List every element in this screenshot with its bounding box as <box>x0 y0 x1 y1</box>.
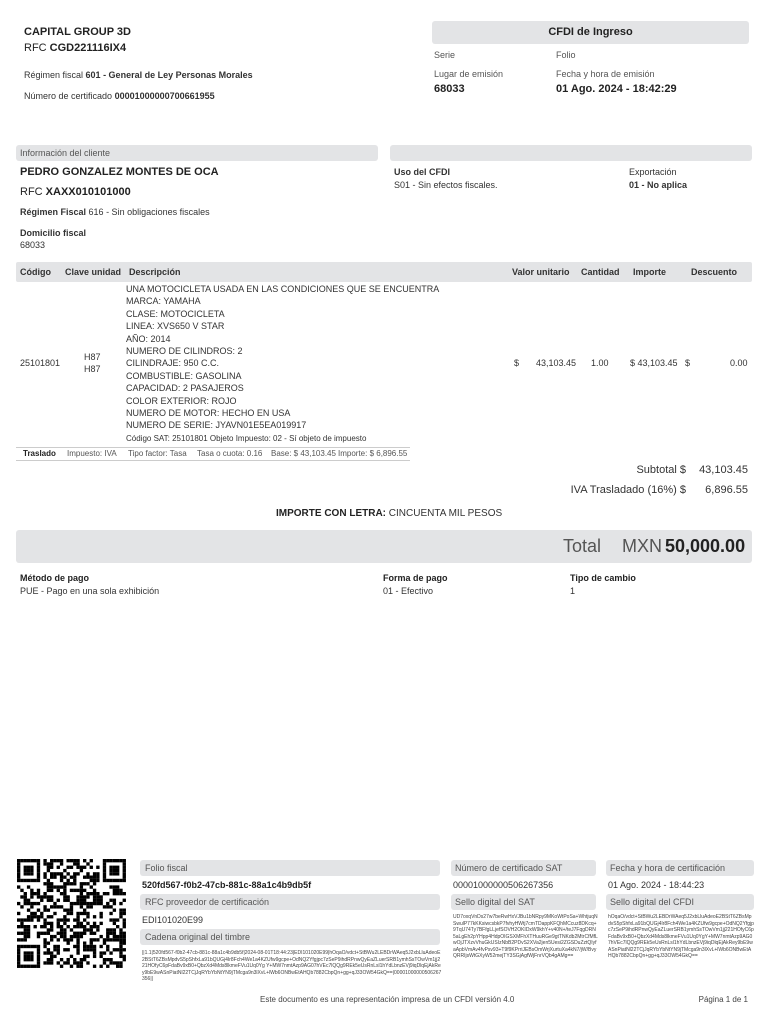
cadena-label: Cadena original del timbre <box>145 932 251 942</box>
traslado-importe: Importe: $ 6,896.55 <box>338 449 408 458</box>
client-right-bar <box>390 145 752 161</box>
traslado-label: Traslado <box>23 449 56 458</box>
cfdi-lugar-label: Lugar de emisión <box>434 69 504 79</box>
client-rfc <box>20 186 131 198</box>
qr-code <box>16 857 128 975</box>
sello-sat-label: Sello digital del SAT <box>455 897 535 907</box>
traslado-tipo: Tipo factor: Tasa <box>128 449 187 458</box>
table-row <box>16 282 752 446</box>
issuer-rfc-value: CGD221116IX4 <box>49 42 127 54</box>
sello-cfdi-value: hOqaO/vdct+StBWu2LEBDrWAeq5J2xbLluAdeoE2BStT6ZBsMpdvS5pShfxLa91bQUGj4Ir8Fch4We1a4KZUfw9gcpe+OdNQ2Yfgjpc7zSeP9ihdRPnwQyEaZLuerSRB1ymhSsTOwVm1jj221HOfyC6pFdaBv9xB0+QbzXd4Mds8lkmeFVu1Uq0YgY+MW7nmtAzp9AG07hVEc7lQQg9REk5eUsRnLsl1hYdLbnzEVj9iqDlqEjAkRey9bE9wASnPiatNl22TCjJqRYbYbNtYN9jTMcga9n3lXvL+lWb6ONBwEtAHQb7882CbpQn+gg+qJ33OW54GkQ== <box>608 914 754 959</box>
issuer-rfc-label: RFC <box>24 42 47 54</box>
fecha-cert-value: 01 Ago. 2024 - 18:44:23 <box>608 880 705 890</box>
issuer-regimen-label: Régimen fiscal <box>24 70 84 80</box>
total-label: Total <box>563 536 602 556</box>
row-importe: $ 43,103.45 <box>630 358 678 368</box>
footer-note: Este documento es una representación impresa de un CFDI versión 4.0 <box>260 995 515 1004</box>
desc-line: UNA MOTOCICLETA USADA EN LAS CONDICIONES QUE SE ENCUENTRA <box>126 284 440 294</box>
client-uso-label: Uso del CFDI <box>394 167 451 177</box>
col-header-descripcion: Descripción <box>129 267 181 277</box>
cfdi-serie-label: Serie <box>434 50 456 60</box>
col-header-importe: Importe <box>633 267 667 277</box>
row-currency-1: $ <box>514 358 520 368</box>
desc-line: COLOR EXTERIOR: ROJO <box>126 395 237 406</box>
total-currency: MXN <box>622 536 662 556</box>
row-description <box>126 284 506 444</box>
desc-line: CILINDRAJE: 950 C.C. <box>126 358 220 369</box>
fecha-cert-bar <box>606 860 754 876</box>
client-rfc-label: RFC <box>20 186 43 198</box>
rfc-prov-value: EDI101020E99 <box>142 915 204 925</box>
cfdi-title-bar <box>432 21 749 44</box>
row-quantity: 1.00 <box>591 358 609 368</box>
row-unit-2: H87 <box>84 364 101 374</box>
subtotal-label: Subtotal $ <box>636 464 686 476</box>
client-domicilio-value: 68033 <box>20 240 46 250</box>
client-name: PEDRO GONZALEZ MONTES DE OCA <box>20 166 219 178</box>
col-header-descuento: Descuento <box>691 267 738 277</box>
cfdi-folio-label: Folio <box>556 50 576 60</box>
cadena-bar <box>140 929 440 945</box>
desc-line: NUMERO DE MOTOR: HECHO EN USA <box>126 408 291 418</box>
issuer-regimen-value: 601 - General de Ley Personas Morales <box>85 70 253 80</box>
col-header-cantidad: Cantidad <box>581 267 620 277</box>
desc-line: NUMERO DE SERIE: JYAVN01E5EA019917 <box>126 420 307 431</box>
issuer-rfc <box>24 42 126 54</box>
client-export-value: 01 - No aplica <box>629 180 688 190</box>
fecha-cert-label: Fecha y hora de certificación <box>610 863 726 873</box>
metodo-label: Método de pago <box>20 573 89 583</box>
client-section-bar <box>16 145 378 161</box>
issuer-cert <box>24 91 215 101</box>
folio-value: 520fd567-f0b2-47cb-881c-88a1c4b9db5f <box>142 880 312 890</box>
rfc-prov-bar <box>140 894 440 910</box>
issuer-name: CAPITAL GROUP 3D <box>24 26 131 38</box>
row-unit-1: H87 <box>84 352 101 362</box>
sello-cfdi-label: Sello digital del CFDI <box>610 897 695 907</box>
desc-line: CAPACIDAD: 2 PASAJEROS <box>126 383 244 394</box>
desc-line: CLASE: MOTOCICLETA <box>126 308 225 319</box>
qr-graphic <box>16 857 128 975</box>
rfc-prov-label: RFC proveedor de certificación <box>145 897 270 907</box>
cambio-value: 1 <box>570 586 576 596</box>
total-bar <box>16 530 752 563</box>
cert-sat-bar <box>451 860 596 876</box>
issuer-cert-label: Número de certificado <box>24 91 113 101</box>
col-header-valor-unitario: Valor unitario <box>512 267 570 277</box>
cfdi-lugar-value: 68033 <box>434 83 465 95</box>
traslado-base: Base: $ 43,103.45 <box>271 449 336 458</box>
iva-value: 6,896.55 <box>705 484 748 496</box>
desc-line: NUMERO DE CILINDROS: 2 <box>126 346 243 356</box>
row-code: 25101801 <box>20 358 61 368</box>
col-header-codigo: Código <box>20 267 51 277</box>
cambio-label: Tipo de cambio <box>570 573 636 583</box>
desc-line: AÑO: 2014 <box>126 333 171 344</box>
client-section-label: Información del cliente <box>20 148 111 158</box>
items-header-bar <box>16 262 752 282</box>
cfdi-fecha-value: 01 Ago. 2024 - 18:42:29 <box>556 83 677 95</box>
cadena-value: ||1.1|520fd567-f0b2-47cb-881c-88a1c4b9db5f|2024-08-01T18:44:23|EDI101020E99|hOqaO/vdct+StBWu2LEBDrWAeq5J2xbLluAdeoE2BStT6ZBsMpdvS5pShfxLa91bQUGj4Ir8Fch4We1a4KZUfw9gcpe+OdNQ2Yfgjpc7zSeP9ihdRPnwQyEaZLuerSRB1ymhSsTOwVm1jj221HOfyC6pFdaBv9xB0+QbzXd4Mds8lkmeFVu1Uq0Yg Y+MW7nmtAzp9AG07hVEc7lQQg9REk5eUsRnLsl1hYdLbnzEVj9iqDlqEjAkRey9bE9wASnPiatNl22TCjJqRYbYbNtYN9jTMcga9n3lXvL+lWb6ONBwEtAHQb7882CbpQn+gg+qJ33OW54GkQ==|00001000000506267356|| <box>142 950 442 982</box>
client-domicilio-label: Domicilio fiscal <box>20 228 87 238</box>
forma-label: Forma de pago <box>383 573 448 583</box>
client-regimen <box>20 207 210 217</box>
client-regimen-label: Régimen Fiscal <box>20 207 87 217</box>
sello-sat-bar <box>451 894 596 910</box>
desc-line: MARCA: YAMAHA <box>126 296 201 307</box>
issuer-cert-value: 00001000000700661955 <box>114 91 215 101</box>
traslado-tasa: Tasa o cuota: 0.16 <box>197 449 263 458</box>
footer-page: Página 1 de 1 <box>698 995 748 1004</box>
cert-sat-value: 00001000000506267356 <box>453 880 554 890</box>
importe-letra-label: IMPORTE CON LETRA: <box>276 508 386 519</box>
forma-value: 01 - Efectivo <box>383 586 434 596</box>
sello-cfdi-bar <box>606 894 754 910</box>
importe-letra-value: CINCUENTA MIL PESOS <box>388 508 503 519</box>
client-rfc-value: XAXX010101000 <box>45 186 131 198</box>
client-export-label: Exportación <box>629 167 677 177</box>
desc-line: COMBUSTIBLE: GASOLINA <box>126 370 242 381</box>
row-currency-2: $ <box>685 358 691 368</box>
cert-sat-label: Número de certificado SAT <box>455 863 563 873</box>
total-value: 50,000.00 <box>665 536 746 556</box>
traslado-impuesto: Impuesto: IVA <box>67 449 117 458</box>
client-uso-value: S01 - Sin efectos fiscales. <box>394 180 498 190</box>
folio-label: Folio fiscal <box>145 863 188 873</box>
subtotal-value: 43,103.45 <box>699 464 748 476</box>
desc-line: LINEA: XVS650 V STAR <box>126 321 225 332</box>
client-regimen-value: 616 - Sin obligaciones fiscales <box>88 207 210 217</box>
metodo-value: PUE - Pago en una sola exhibición <box>20 586 160 596</box>
cfdi-fecha-label: Fecha y hora de emisión <box>556 69 655 79</box>
sat-note: Código SAT: 25101801 Objeto Impuesto: 02 - Sí objeto de impuesto <box>126 434 367 443</box>
importe-letra <box>276 508 502 519</box>
traslado-row <box>16 447 410 461</box>
row-discount: 0.00 <box>730 358 748 368</box>
col-header-clave-unidad: Clave unidad <box>65 267 122 277</box>
cfdi-title: CFDI de Ingreso <box>548 26 633 38</box>
folio-bar <box>140 860 440 876</box>
iva-label: IVA Trasladado (16%) $ <box>570 484 686 496</box>
sello-sat-value: UD7oxqVnDs27w7beRwHxVJBu1bNRpy9MKoWtPoSa+WhtjuqNSwulP77kKKsiwcsbkP7fvhyHWtj7cmTDappKFQhMCcuz8DKcq+9TqU74Ty7BFfgLLjefSOVH2OKIDxW9khY+v40N+/teJ7FqgDRN5aLgEh2pYHpp4HdpOIGSXMFhXTHuuRGe9gtTNKdb2MtrCfMfLwOjJTXzvVhuGkUSIzNbB2PDvS2XVa2jen5Uesi2ZGSDuZztQIyfaApbVmAv4fvPsv93+T9f9KPrriJEBsOmWrjXurtuXa4kN7/jW/BvyQRRIjsWtGXyW52mejTY3SGjAgfWjFnrVQb4gAMg== <box>453 914 598 959</box>
issuer-regimen <box>24 70 253 80</box>
row-unit-value: 43,103.45 <box>536 358 577 368</box>
